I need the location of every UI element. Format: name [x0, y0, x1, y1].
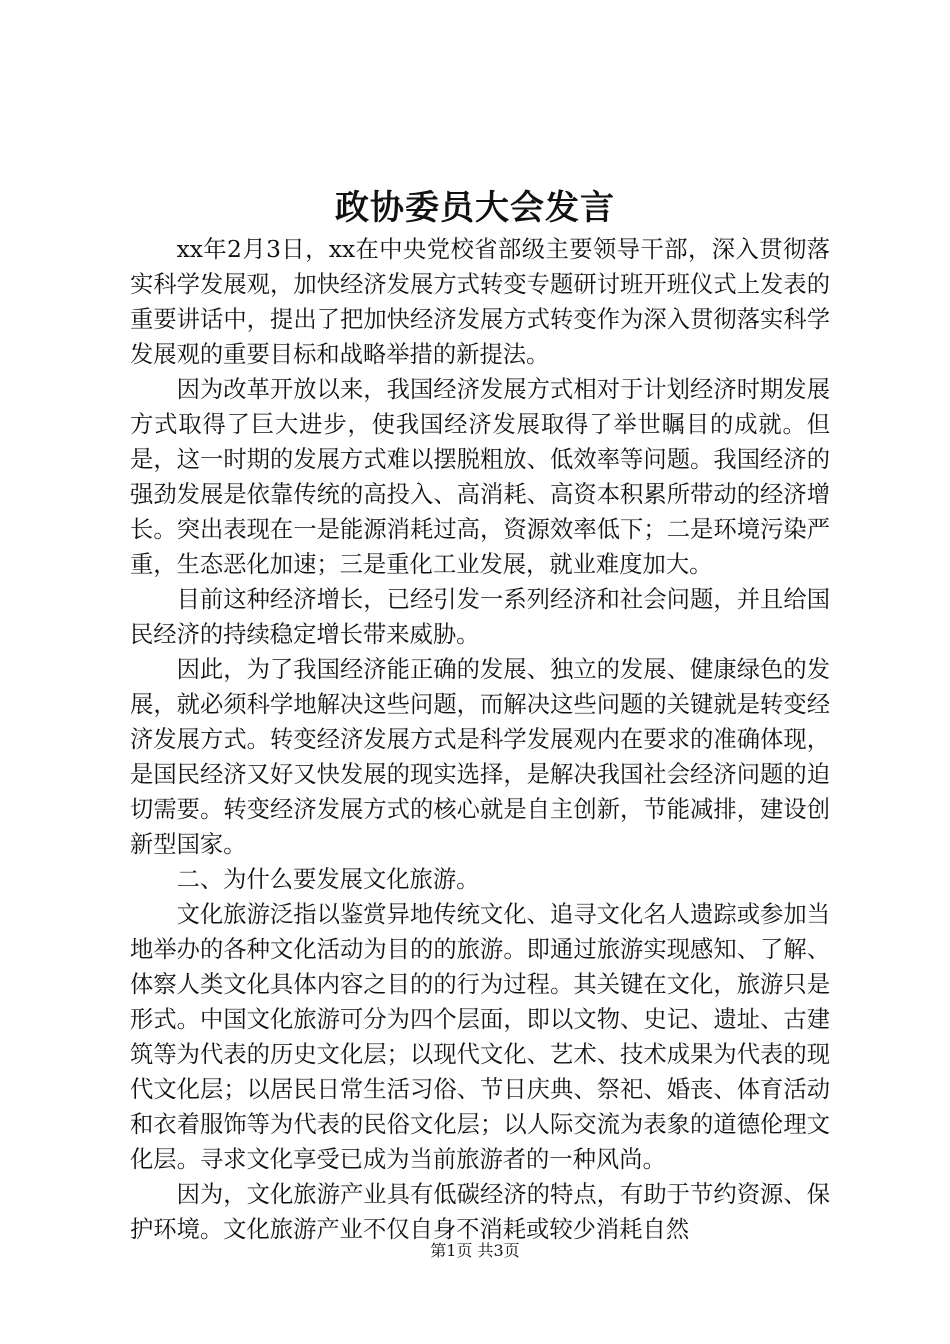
paragraph-2: 因为改革开放以来，我国经济发展方式相对于计划经济时期发展方式取得了巨大进步，使我国经济发展取得了举世瞩目的成就。但是，这一时期的发展方式难以摆脱粗放、低效率等问题。我国经济的强劲发展是依靠传统的高投入、高消耗、高资本积累所带动的经济增长。突出表现在一是能源消耗过高，资源效率低下；二是环境污染严重，生态恶化加速；三是重化工业发展，就业难度加大。	[130, 376, 830, 578]
paragraph-1: xx年2月3日，xx在中央党校省部级主要领导干部，深入贯彻落实科学发展观，加快经济发展方式转变专题研讨班开班仪式上发表的重要讲话中，提出了把加快经济发展方式转变作为深入贯彻落实科学发展观的重要目标和战略举措的新提法。	[130, 236, 830, 368]
page-footer: 第1页 共3页	[430, 1241, 520, 1260]
paragraph-5: 文化旅游泛指以鉴赏异地传统文化、追寻文化名人遗踪或参加当地举办的各种文化活动为目的的旅游。即通过旅游实现感知、了解、体察人类文化具体内容之目的的行为过程。其关键在文化，旅游只是形式。中国文化旅游可分为四个层面，即以文物、史记、遗址、古建筑等为代表的历史文化层；以现代文化、艺术、技术成果为代表的现代文化层；以居民日常生活习俗、节日庆典、祭祀、婚丧、体育活动和衣着服饰等为代表的民俗文化层；以人际交流为表象的道德伦理文化层。寻求文化享受已成为当前旅游者的一种风尚。	[130, 901, 830, 1173]
paragraph-6: 因为，文化旅游产业具有低碳经济的特点，有助于节约资源、保护环境。文化旅游产业不仅自身不消耗或较少消耗自然	[130, 1181, 830, 1243]
document-body	[130, 232, 830, 1247]
document-title: 政协委员大会发言	[335, 188, 615, 228]
paragraph-4: 因此，为了我国经济能正确的发展、独立的发展、健康绿色的发展，就必须科学地解决这些问题，而解决这些问题的关键就是转变经济发展方式。转变经济发展方式是科学发展观内在要求的准确体现，是国民经济又好又快发展的现实选择，是解决我国社会经济问题的迫切需要。转变经济发展方式的核心就是自主创新，节能减排，建设创新型国家。	[130, 656, 830, 858]
section-heading-2: 二、为什么要发展文化旅游。	[176, 866, 480, 893]
paragraph-3: 目前这种经济增长，已经引发一系列经济和社会问题，并且给国民经济的持续稳定增长带来威胁。	[130, 586, 830, 648]
